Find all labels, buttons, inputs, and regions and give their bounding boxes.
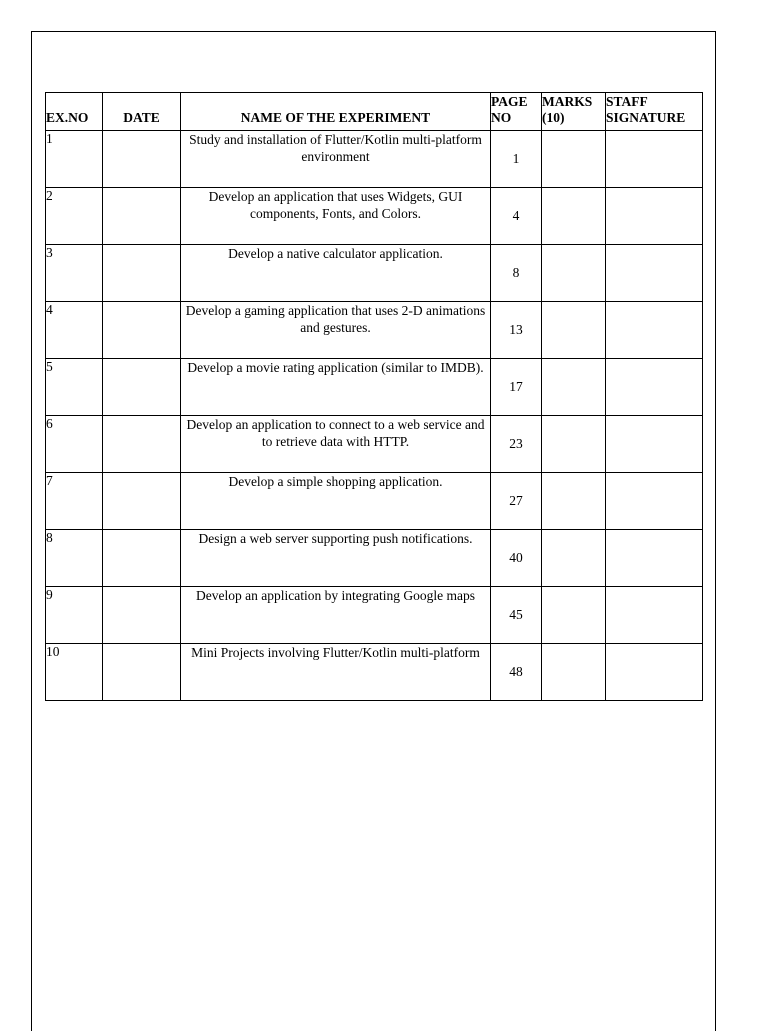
cell-page-no: 8 xyxy=(491,245,542,302)
header-experiment-name: NAME OF THE EXPERIMENT xyxy=(181,93,491,131)
cell-marks xyxy=(542,587,606,644)
cell-staff-signature xyxy=(606,302,703,359)
cell-ex-no: 9 xyxy=(46,587,103,644)
cell-marks xyxy=(542,416,606,473)
cell-marks xyxy=(542,245,606,302)
cell-page-no: 17 xyxy=(491,359,542,416)
header-date: DATE xyxy=(103,93,181,131)
cell-ex-no: 7 xyxy=(46,473,103,530)
cell-ex-no: 8 xyxy=(46,530,103,587)
cell-staff-signature xyxy=(606,644,703,701)
cell-page-no: 23 xyxy=(491,416,542,473)
cell-page-no: 40 xyxy=(491,530,542,587)
cell-staff-signature xyxy=(606,359,703,416)
cell-ex-no: 5 xyxy=(46,359,103,416)
table-row xyxy=(46,644,703,701)
cell-date xyxy=(103,416,181,473)
table-body xyxy=(46,131,703,701)
table-row xyxy=(46,587,703,644)
cell-date xyxy=(103,131,181,188)
cell-marks xyxy=(542,302,606,359)
cell-staff-signature xyxy=(606,245,703,302)
table-row xyxy=(46,530,703,587)
cell-experiment-name: Develop an application that uses Widgets, GUI components, Fonts, and Colors. xyxy=(181,188,491,245)
cell-page-no: 13 xyxy=(491,302,542,359)
experiment-index-table xyxy=(45,92,703,701)
cell-ex-no: 1 xyxy=(46,131,103,188)
cell-staff-signature xyxy=(606,131,703,188)
cell-experiment-name: Study and installation of Flutter/Kotlin multi-platform environment xyxy=(181,131,491,188)
table-row xyxy=(46,359,703,416)
header-ex-no: EX.NO xyxy=(46,93,103,131)
cell-date xyxy=(103,473,181,530)
cell-page-no: 45 xyxy=(491,587,542,644)
table-row xyxy=(46,302,703,359)
table-row xyxy=(46,131,703,188)
table-row xyxy=(46,188,703,245)
cell-staff-signature xyxy=(606,188,703,245)
cell-ex-no: 2 xyxy=(46,188,103,245)
cell-page-no: 4 xyxy=(491,188,542,245)
cell-marks xyxy=(542,188,606,245)
cell-experiment-name: Develop a movie rating application (similar to IMDB). xyxy=(181,359,491,416)
cell-page-no: 1 xyxy=(491,131,542,188)
header-staff-signature: STAFF SIGNATURE xyxy=(606,93,703,131)
table-header-row xyxy=(46,93,703,131)
cell-date xyxy=(103,359,181,416)
cell-marks xyxy=(542,359,606,416)
cell-date xyxy=(103,188,181,245)
table-row xyxy=(46,416,703,473)
cell-experiment-name: Develop a native calculator application. xyxy=(181,245,491,302)
cell-experiment-name: Develop an application to connect to a web service and to retrieve data with HTTP. xyxy=(181,416,491,473)
cell-experiment-name: Develop a gaming application that uses 2-D animations and gestures. xyxy=(181,302,491,359)
cell-experiment-name: Mini Projects involving Flutter/Kotlin multi-platform xyxy=(181,644,491,701)
cell-marks xyxy=(542,530,606,587)
cell-marks xyxy=(542,131,606,188)
header-page-no: PAGE NO xyxy=(491,93,542,131)
cell-date xyxy=(103,530,181,587)
cell-marks xyxy=(542,644,606,701)
cell-date xyxy=(103,644,181,701)
table-row xyxy=(46,245,703,302)
cell-page-no: 48 xyxy=(491,644,542,701)
cell-staff-signature xyxy=(606,473,703,530)
cell-page-no: 27 xyxy=(491,473,542,530)
cell-experiment-name: Develop a simple shopping application. xyxy=(181,473,491,530)
cell-staff-signature xyxy=(606,587,703,644)
cell-date xyxy=(103,302,181,359)
cell-ex-no: 3 xyxy=(46,245,103,302)
cell-ex-no: 10 xyxy=(46,644,103,701)
header-marks: MARKS (10) xyxy=(542,93,606,131)
cell-staff-signature xyxy=(606,416,703,473)
table-row xyxy=(46,473,703,530)
cell-ex-no: 4 xyxy=(46,302,103,359)
cell-ex-no: 6 xyxy=(46,416,103,473)
cell-experiment-name: Design a web server supporting push notifications. xyxy=(181,530,491,587)
cell-date xyxy=(103,245,181,302)
cell-date xyxy=(103,587,181,644)
cell-experiment-name: Develop an application by integrating Google maps xyxy=(181,587,491,644)
cell-staff-signature xyxy=(606,530,703,587)
cell-marks xyxy=(542,473,606,530)
